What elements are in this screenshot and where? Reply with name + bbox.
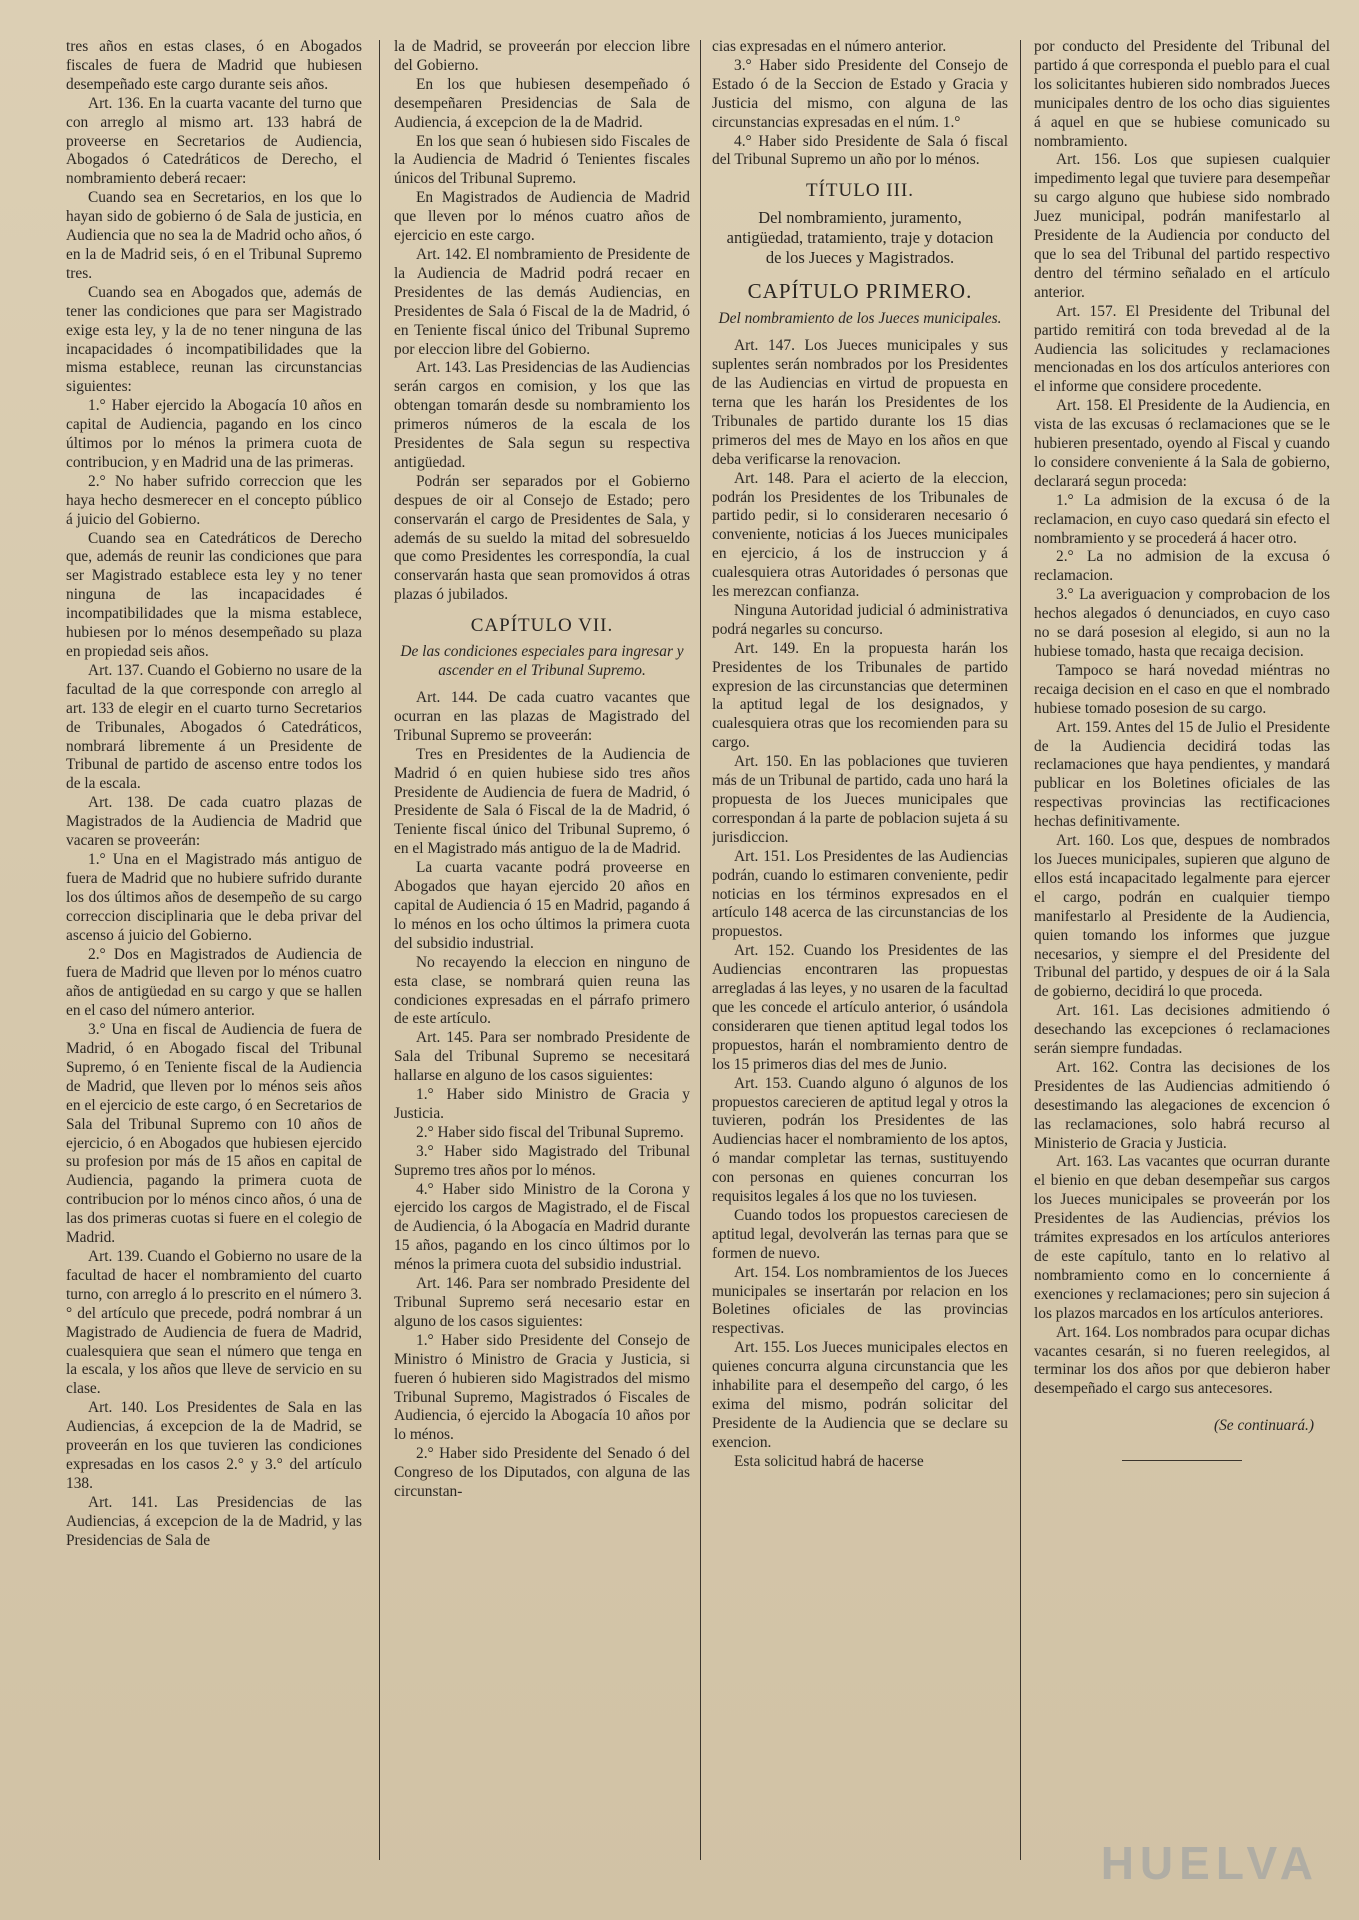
article-paragraph: Art. 145. Para ser nombrado Presidente de Sala del Tribunal Supremo se necesitará hallarse en alguno de los casos siguientes: — [394, 1029, 690, 1085]
article-paragraph: 3.° Haber sido Magistrado del Tribunal Supremo tres años por lo ménos. — [394, 1142, 690, 1179]
article-paragraph: Art. 152. Cuando los Presidentes de las Audiencias encontraren las propuestas arregladas á las leyes, y no usaren de la facultad que les concede el artículo anterior, ó usándola consideraren que tienen aptitud legal todos los propuestos, harán el nombramiento dentro de los 15 primeros dias del mes de Junio. — [712, 942, 1008, 1073]
article-paragraph: 2.° Haber sido fiscal del Tribunal Supremo. — [416, 1123, 684, 1141]
article-paragraph: Art. 153. Cuando alguno ó algunos de los propuestos carecieren de aptitud legal y otros la tuvieren, podrán los Presidentes de las Audiencias hacer el nombramiento de los aptos, ó mandar completar las ternas, sustituyendo con personas en quienes concurran los requisitos legales á los que no los tuviesen. — [712, 1074, 1008, 1206]
article-paragraph: la de Madrid, se proveerán por eleccion libre del Gobierno. — [394, 38, 690, 74]
article-paragraph: 4.° Haber sido Presidente de Sala ó fiscal del Tribunal Supremo un año por lo ménos. — [712, 132, 1008, 169]
article-paragraph: Art. 164. Los nombrados para ocupar dichas vacantes cesarán, si no fueren reelegidos, al terminar los dos años por que debieron haber desempeñado el cargo sus antecesores. — [1034, 1323, 1330, 1398]
article-paragraph: Cuando sea en Abogados que, además de tener las condiciones que para ser Magistrado exige esta ley, y la de no tener ninguna de las incapacidades ó incompatibilidades que la misma establece, reunan las circunstancias siguientes: — [66, 283, 362, 396]
article-paragraph: Art. 136. En la cuarta vacante del turno que con arreglo al mismo art. 133 habrá de proveerse en Secretarios de Audiencia, Abogados ó Catedráticos de Derecho, el nombramiento deberá recaer: — [66, 94, 362, 188]
end-rule — [1122, 1460, 1242, 1461]
article-paragraph: Art. 158. El Presidente de la Audiencia, en vista de las excusas ó reclamaciones que se le hubieren presentado, oyendo al Fiscal y cuando lo considere conveniente á la Sala de gobierno, declarará segun proceda: — [1034, 397, 1330, 490]
article-paragraph: Art. 160. Los que, despues de nombrados los Jueces municipales, supieren que alguno de ellos está incapacitado legalmente para ejercer el cargo, podrán en cualquier tiempo manifestarlo al Presidente de la Audiencia, quien tomando los informes que juzgue necesarios, y siempre el del Presidente del Tribunal del partido, y despues de oir á la Sala de gobierno, decidirá lo que proceda. — [1034, 832, 1330, 1001]
article-paragraph: Art. 142. El nombramiento de Presidente de la Audiencia de Madrid podrá recaer en Presidentes de las demás Audiencias, en Presidentes de Sala ó Fiscal de la de Madrid, ó en Teniente fiscal único del Tribunal Supremo por eleccion libre del Gobierno. — [394, 245, 690, 358]
article-paragraph: Tres en Presidentes de la Audiencia de Madrid ó en quien hubiese sido tres años Presidente de Audiencia de fuera de Madrid, ó Presidente de Sala ó Fiscal de la de Madrid, ó Teniente fiscal único del Tribunal Supremo, ó en el Magistrado más antiguo de la de Madrid. — [394, 745, 690, 858]
article-paragraph: Tampoco se hará novedad miéntras no recaiga decision en el caso en que el nombrado hubiese tomado posesion de su cargo. — [1034, 661, 1330, 717]
article-paragraph: Art. 147. Los Jueces municipales y sus suplentes serán nombrados por los Presidentes de las Audiencias en virtud de propuesta en terna que les harán los Presidentes de los Tribunales de partido durante los 15 dias primeros del mes de Mayo en los años en que deba verificarse la renovacion. — [712, 337, 1008, 468]
article-paragraph: 1.° La admision de la excusa ó de la reclamacion, en cuyo caso quedará sin efecto el nombramiento y se procederá á hacer otro. — [1034, 491, 1330, 547]
text-column-1 — [66, 38, 362, 1868]
article-paragraph: Art. 154. Los nombramientos de los Jueces municipales se insertarán por relacion en los Boletines oficiales de las provincias respectivas. — [712, 1263, 1008, 1338]
archive-watermark: HUELVA — [1100, 1837, 1319, 1889]
article-paragraph: No recayendo la eleccion en ninguno de esta clase, se nombrará quien reuna las condiciones expresadas en el párrafo primero de este artículo. — [394, 953, 690, 1028]
article-paragraph: Art. 146. Para ser nombrado Presidente del Tribunal Supremo será necesario estar en alguno de los casos siguientes: — [394, 1275, 690, 1330]
article-paragraph: Art. 155. Los Jueces municipales electos en quienes concurra alguna circunstancia que les inhabilite para el desempeño del cargo, ó les exima del mismo, podrán solicitar del Presidente de la Audiencia que se declare su exencion. — [712, 1339, 1008, 1451]
chapter-subtitle: Del nombramiento de los Jueces municipales. — [718, 310, 1002, 328]
text-column-3 — [712, 38, 1008, 1868]
article-paragraph: Art. 137. Cuando el Gobierno no usare de la facultad de la que corresponde con arreglo al art. 133 de elegir en el cuarto turno Secretarios de Tribunales, Abogados ó Catedráticos, nombrará libremente á un Presidente de Tribunal de partido de ascenso entre todos los de la escala. — [66, 661, 362, 793]
article-paragraph: Art. 144. De cada cuatro vacantes que ocurran en las plazas de Magistrado del Tribunal Supremo se proveerán: — [394, 689, 690, 744]
article-paragraph: 2.° Dos en Magistrados de Audiencia de fuera de Madrid que lleven por lo ménos cuatro años de antigüedad en su cargo y que se hallen en el caso del número anterior. — [66, 945, 362, 1020]
section-heading: TÍTULO III. — [805, 180, 915, 202]
article-paragraph: tres años en estas clases, ó en Abogados fiscales de fuera de Madrid que hubiesen desempeñado este cargo durante seis años. — [66, 38, 362, 93]
article-paragraph: 1.° Una en el Magistrado más antiguo de fuera de Madrid que no hubiere sufrido durante los dos últimos años de desempeño de su cargo correccion disciplinaria que le deba privar del ascenso á juicio del Gobierno. — [66, 850, 362, 944]
article-paragraph: Podrán ser separados por el Gobierno despues de oir al Consejo de Estado; pero conservarán el cargo de Presidentes de Sala, y además de su sueldo la mitad del sobresueldo que como Presidentes les correspondía, la cual conservarán hasta que sean promovidos á otras plazas ó jubilados. — [394, 472, 690, 604]
article-paragraph: cias expresadas en el número anterior. — [712, 38, 947, 55]
article-paragraph: Art. 157. El Presidente del Tribunal del partido remitirá con toda brevedad al de la Audiencia las solicitudes y reclamaciones mencionadas en los dos artículos anteriores con el informe que considere procedente. — [1034, 302, 1330, 396]
article-paragraph: Art. 140. Los Presidentes de Sala en las Audiencias, á excepcion de la de Madrid, se proveerán en los que tuvieren las condiciones expresadas en los casos 2.° y 3.° del artículo 138. — [66, 1399, 362, 1492]
article-paragraph: La cuarta vacante podrá proveerse en Abogados que hayan ejercido 20 años en capital de Audiencia ó 15 en Madrid, pagando á lo ménos en los ocho últimos la primera cuota del subsidio industrial. — [394, 859, 690, 952]
article-paragraph: 3.° Haber sido Presidente del Consejo de Estado ó de la Seccion de Estado y Gracia y Justicia del mismo, con alguna de las circunstancias expresadas en el núm. 1.° — [712, 56, 1008, 131]
article-paragraph: En Magistrados de Audiencia de Madrid que lleven por lo ménos cuatro años de ejercicio en este cargo. — [394, 189, 690, 245]
article-paragraph: 3.° La averiguacion y comprobacion de los hechos alegados ó denunciados, en cuyo caso no se dará posesion al elegido, si aun no la hubiese tomado, hasta que recaiga decision. — [1034, 586, 1330, 660]
article-paragraph: Art. 151. Los Presidentes de las Audiencias podrán, cuando lo estimaren conveniente, pedir noticias en los términos expresados en el artículo 148 acerca de las circunstancias de los propuestos. — [712, 847, 1008, 941]
article-paragraph: 1.° Haber ejercido la Abogacía 10 años en capital de Audiencia, pagando en los cinco últimos por lo ménos la primera cuota de contribucion, y en Madrid una de las primeras. — [66, 397, 362, 471]
chapter-subtitle: De las condiciones especiales para ingresar y ascender en el Tribunal Supremo. — [400, 643, 684, 680]
column-divider — [700, 40, 701, 1860]
article-paragraph: 1.° Haber sido Presidente del Consejo de Ministro ó Ministro de Gracia y Justicia, si fueren ó hubieren sido Magistrados del mismo Tribunal Supremo, Magistrados ó Fiscales de Audiencia, ó ejercido la Abogacía 10 años por lo ménos. — [394, 1331, 690, 1444]
article-paragraph: 2.° Haber sido Presidente del Senado ó del Congreso de los Diputados, con alguna de las circunstan- — [394, 1445, 690, 1501]
article-paragraph: Ninguna Autoridad judicial ó administrativa podrá negarles su concurso. — [712, 601, 1008, 638]
section-heading: CAPÍTULO VII. — [470, 615, 614, 637]
article-paragraph: 1.° Haber sido Ministro de Gracia y Justicia. — [394, 1086, 690, 1122]
article-paragraph: por conducto del Presidente del Tribunal del partido á que corresponda el pueblo para el cual los solicitantes hubieren sido nombrados Jueces municipales dentro de los ocho dias siguientes á aquel en que se hubiese comunicado su nombramiento. — [1034, 38, 1330, 150]
article-paragraph: Art. 148. Para el acierto de la eleccion, podrán los Presidentes de los Tribunales de partido pedir, si lo consideraren necesario ó conveniente, noticias á los Jueces municipales en ejercicio, á los de instruccion y á cualesquiera otras Autoridades ó personas que les merezcan confianza. — [712, 469, 1008, 601]
article-paragraph: Art. 150. En las poblaciones que tuvieren más de un Tribunal de partido, cada uno hará la propuesta de los Jueces municipales que correspondan á la parte de poblacion sujeta á su jurisdiccion. — [712, 753, 1008, 846]
title-subtitle: Del nombramiento, juramento, antigüedad, tratamiento, traje y dotacion de los Jueces y Magistrados. — [726, 208, 994, 268]
article-paragraph: Art. 138. De cada cuatro plazas de Magistrados de la Audiencia de Madrid que vacaren se proveerán: — [66, 794, 362, 850]
text-column-2 — [394, 38, 690, 1868]
article-paragraph: Art. 163. Las vacantes que ocurran durante el bienio en que deban desempeñar sus cargos los Jueces municipales se proveerán por los Presidentes de las Audiencias, prévios los trámites expresados en los artículos anteriores de este capítulo, tanto en lo relativo al nombramiento como en lo concerniente á exenciones y reclamaciones; pero sin sujecion á los plazos marcados en los artículos anteriores. — [1034, 1153, 1330, 1322]
article-paragraph: 3.° Una en fiscal de Audiencia de fuera de Madrid, ó en Abogado fiscal del Tribunal Supremo, ó en Teniente fiscal de la Audiencia de Madrid, que lleven por lo ménos seis años en el ejercicio de este cargo, ó en Secretarios de Sala del Tribunal Supremo con 10 años de ejercicio, ó en Abogados que hubiesen ejercido su profesion por más de 15 años en capital de Audiencia, pagando la primera cuota de contribucion por lo ménos cinco años, ó una de las dos primeras cuotas si fuere en el colegio de Madrid. — [66, 1021, 362, 1247]
article-paragraph: Art. 156. Los que supiesen cualquier impedimento legal que tuviere para desempeñar su cargo alguno que hubiese sido nombrado Juez municipal, podrán manifestarlo al Presidente de la Audiencia por conducto del que lo sea del Tribunal del partido respectivo dentro del término señalado en el artículo anterior. — [1034, 151, 1330, 301]
article-paragraph: 4.° Haber sido Ministro de la Corona y ejercido los cargos de Magistrado, el de Fiscal de Audiencia, ó la Abogacía en Madrid durante 15 años, pagando en los cinco últimos por lo ménos la primera cuota del subsidio industrial. — [394, 1180, 690, 1274]
article-paragraph: Cuando sea en Catedráticos de Derecho que, además de reunir las condiciones que para ser Magistrado establece esta ley y no tener ninguna de las incapacidades é incompatibilidades que la misma establece, hubiesen por lo ménos desempeñado su plaza en propiedad seis años. — [66, 529, 362, 660]
article-paragraph: En los que sean ó hubiesen sido Fiscales de la Audiencia de Madrid ó Tenientes fiscales únicos del Tribunal Supremo. — [394, 132, 690, 188]
article-paragraph: Art. 139. Cuando el Gobierno no usare de la facultad de hacer el nombramiento del cuarto turno, con arreglo á lo prescrito en el número 3.° del artículo que precede, podrá nombrar á un Magistrado de Audiencia de fuera de Madrid, cualesquiera que sean el número que tenga en la escala, y los años que lleve de servicio en su clase. — [66, 1248, 362, 1398]
article-paragraph: Art. 149. En la propuesta harán los Presidentes de los Tribunales de partido expresion de las circunstancias que determinen la aptitud legal de los designados, y cualesquiera otras que los recomienden para su cargo. — [712, 639, 1008, 752]
article-paragraph: Art. 159. Antes del 15 de Julio el Presidente de la Audiencia decidirá todas las reclamaciones que haya pendientes, y mandará publicar en los Boletines oficiales de las respectivas provincias las rectificaciones hechas definitivamente. — [1034, 718, 1330, 831]
article-paragraph: 2.° La no admision de la excusa ó reclamacion. — [1034, 548, 1330, 585]
chapter-heading: CAPÍTULO PRIMERO. — [747, 279, 973, 304]
article-paragraph: Art. 141. Las Presidencias de las Audiencias, á excepcion de la de Madrid, y las Presidencias de Sala de — [66, 1493, 362, 1549]
text-column-4 — [1034, 38, 1330, 1868]
article-paragraph: Art. 143. Las Presidencias de las Audiencias serán cargos en comision, y los que las obtengan tomarán desde su nombramiento los primeros números de la escala de los Presidentes de Sala segun su respectiva antigüedad. — [394, 359, 690, 471]
article-paragraph: 2.° No haber sufrido correccion que les haya hecho desmerecer en el concepto público á juicio del Gobierno. — [66, 472, 362, 528]
column-divider — [379, 40, 380, 1860]
article-paragraph: Art. 161. Las decisiones admitiendo ó desechando las excepciones ó reclamaciones serán siempre fundadas. — [1034, 1002, 1330, 1058]
article-paragraph: Cuando sea en Secretarios, en los que lo hayan sido de gobierno ó de Sala de justicia, en Audiencia que no sea la de Madrid ocho años, ó en la de Madrid seis, ó en el Tribunal Supremo tres. — [66, 189, 362, 282]
continuation-note: (Se continuará.) — [1213, 1417, 1314, 1435]
article-paragraph: Esta solicitud habrá de hacerse — [734, 1452, 924, 1470]
article-paragraph: Art. 162. Contra las decisiones de los Presidentes de las Audiencias admitiendo ó desestimando las alegaciones de excencion ó las reclamaciones, solo habrá recurso al Ministerio de Gracia y Justicia. — [1034, 1058, 1330, 1152]
article-paragraph: Cuando todos los propuestos careciesen de aptitud legal, devolverán las ternas para que se formen de nuevo. — [712, 1206, 1008, 1262]
article-paragraph: En los que hubiesen desempeñado ó desempeñaren Presidencias de Sala de Audiencia, á excepcion de la de Madrid. — [394, 75, 690, 131]
column-divider — [1020, 40, 1021, 1860]
